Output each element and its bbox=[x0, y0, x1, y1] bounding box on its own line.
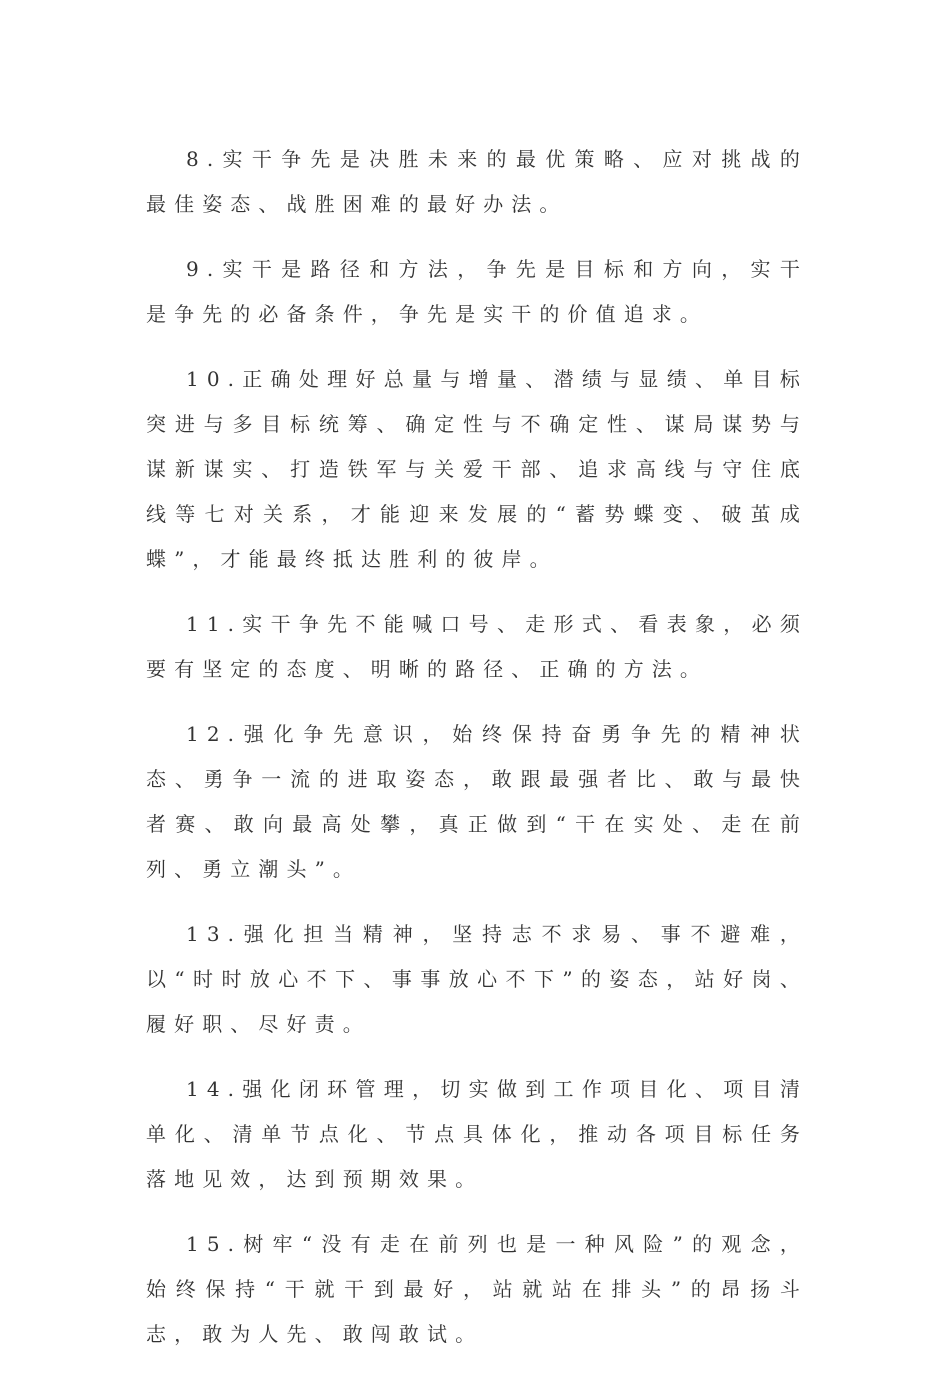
paragraph-15: 15.树牢“没有走在前列也是一种风险”的观念，始终保持“干就干到最好，站就站在排头”的昂扬斗志，敢为人先、敢闯敢试。 bbox=[146, 1232, 808, 1346]
paragraph-8: 8.实干争先是决胜未来的最优策略、应对挑战的最佳姿态、战胜困难的最好办法。 bbox=[146, 147, 808, 216]
paragraph-13: 13.强化担当精神，坚持志不求易、事不避难，以“时时放心不下、事事放心不下”的姿态，站好岗、履好职、尽好责。 bbox=[146, 922, 808, 1036]
paragraph-10: 10.正确处理好总量与增量、潜绩与显绩、单目标突进与多目标统筹、确定性与不确定性、谋局谋势与谋新谋实、打造铁军与关爱干部、追求高线与守住底线等七对关系，才能迎来发展的“蓄势蝶变、破茧成蝶”，才能最终抵达胜利的彼岸。 bbox=[146, 367, 808, 571]
paragraph-12: 12.强化争先意识，始终保持奋勇争先的精神状态、勇争一流的进取姿态，敢跟最强者比、敢与最快者赛、敢向最高处攀，真正做到“干在实处、走在前列、勇立潮头”。 bbox=[146, 722, 808, 881]
document-page bbox=[146, 137, 808, 1377]
paragraph-14: 14.强化闭环管理，切实做到工作项目化、项目清单化、清单节点化、节点具体化，推动各项目标任务落地见效，达到预期效果。 bbox=[146, 1077, 808, 1191]
paragraph-9: 9.实干是路径和方法，争先是目标和方向，实干是争先的必备条件，争先是实干的价值追求。 bbox=[146, 257, 808, 326]
paragraph-11: 11.实干争先不能喊口号、走形式、看表象，必须要有坚定的态度、明晰的路径、正确的方法。 bbox=[146, 612, 808, 681]
